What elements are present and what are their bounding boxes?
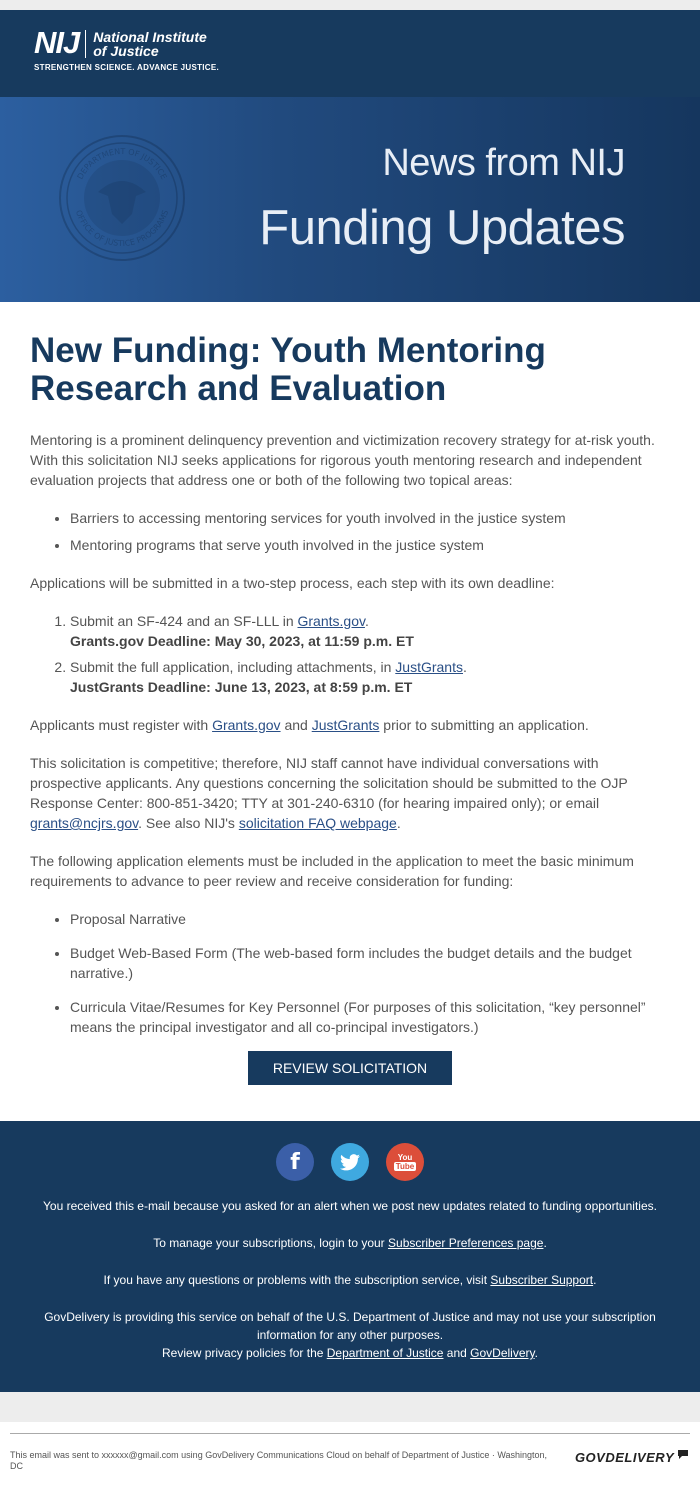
process-intro: Applications will be submitted in a two-step process, each step with its own deadline: xyxy=(30,575,555,591)
register-pre: Applicants must register with xyxy=(30,717,213,733)
article-intro: Mentoring is a prominent delinquency prevention and victimization recovery strategy for at-risk youth. With this solicitation NIJ seeks applications for rigorous youth mentoring research and independent evaluation projects that address one or both of the following two topical areas: xyxy=(30,432,655,488)
register-grants-gov-link[interactable]: Grants.gov xyxy=(212,717,281,733)
top-spacer xyxy=(0,0,700,10)
divider xyxy=(10,1433,690,1434)
list-item: • Proposal Narrative xyxy=(70,909,670,929)
period: . xyxy=(396,815,401,831)
twitter-bird-icon xyxy=(340,1154,360,1171)
step2-text: Submit the full application, including attachments, in xyxy=(70,659,396,675)
youtube-icon[interactable] xyxy=(386,1143,424,1181)
seal-bottom-text: OFFICE OF JUSTICE PROGRAMS xyxy=(73,208,171,249)
nij-logo[interactable] xyxy=(34,27,700,59)
grants-gov-deadline: Grants.gov Deadline: May 30, 2023, at 11:59 p.m. ET xyxy=(70,633,414,649)
see-also-text: . See also NIJ's xyxy=(138,815,239,831)
govdelivery-logo[interactable] xyxy=(575,1450,688,1465)
speech-bubble-icon xyxy=(678,1450,688,1459)
step-1: 1. Submit an SF-424 and an SF-LLL in Grants.gov. Grants.gov Deadline: May 30, 2023, at 11:59 p.m. ET xyxy=(70,611,670,651)
manage-post: . xyxy=(543,1236,547,1250)
competitive-text: This solicitation is competitive; therefore, NIJ staff cannot have individual conversations with prospective applicants. Any questions concerning the solicitation should be submitted to the OJP Response Center: 800-851-3420; TTY at 301-240-6310 (for hearing impaired only); or email xyxy=(30,755,628,811)
list-item: • Budget Web-Based Form (The web-based form includes the budget details and the budget narrative.) xyxy=(70,943,670,983)
list-item: • Barriers to accessing mentoring services for youth involved in the justice system xyxy=(70,508,670,528)
support-post: . xyxy=(593,1273,597,1287)
support-pre: If you have any questions or problems with the subscription service, visit xyxy=(103,1273,491,1287)
privacy-pre: Review privacy policies for the xyxy=(162,1346,327,1360)
elements-list xyxy=(70,909,670,1037)
hero-title: Funding Updates xyxy=(259,201,625,255)
doj-seal-icon xyxy=(58,134,186,262)
article-title: New Funding: Youth Mentoring Research and Evaluation xyxy=(30,331,546,408)
tagline: STRENGTHEN SCIENCE. ADVANCE JUSTICE. xyxy=(34,63,220,72)
hero-subtitle: News from NIJ xyxy=(382,142,625,184)
steps-list xyxy=(70,611,670,697)
govdelivery-logo-text: GOVDELIVERY xyxy=(574,1450,674,1465)
faq-link[interactable]: solicitation FAQ webpage xyxy=(238,815,397,831)
logo-name-line2: of Justice xyxy=(93,43,159,59)
nij-header xyxy=(0,10,700,97)
step1-text: Submit an SF-424 and an SF-LLL in xyxy=(70,613,298,629)
topic-list xyxy=(70,508,670,555)
doj-privacy-link[interactable]: Department of Justice xyxy=(326,1346,444,1360)
register-and: and xyxy=(280,717,312,733)
legal-text: This email was sent to xxxxxx@gmail.com using GovDelivery Communications Cloud on behalf of Department of Justice · Washington, DC xyxy=(10,1450,548,1471)
youtube-line1: You xyxy=(397,1152,413,1162)
govdelivery-text: GovDelivery is providing this service on behalf of the U.S. Department of Justice and may not use your subscription information for any other purposes. xyxy=(44,1310,656,1342)
logo-mark: NIJ xyxy=(34,25,80,60)
manage-pre: To manage your subscriptions, login to your xyxy=(153,1236,389,1250)
elements-intro: The following application elements must be included in the application to meet the basic minimum requirements to advance to peer review and receive consideration for funding: xyxy=(30,853,634,889)
alert-text: You received this e-mail because you asked for an alert when we post new updates related to funding opportunities. xyxy=(43,1199,657,1213)
subscriber-support-link[interactable]: Subscriber Support xyxy=(490,1273,594,1287)
seal-top-text: DEPARTMENT OF JUSTICE xyxy=(75,146,169,181)
support-paragraph xyxy=(20,1271,680,1289)
privacy-post: . xyxy=(534,1346,538,1360)
email-legal-footer xyxy=(0,1422,700,1503)
hero-banner xyxy=(0,97,700,302)
logo-name-line1: National Institute xyxy=(93,29,207,45)
social-links xyxy=(20,1143,680,1181)
youtube-line2: Tube xyxy=(395,1161,415,1171)
register-post: prior to submitting an application. xyxy=(379,717,589,733)
justgrants-link[interactable]: JustGrants xyxy=(395,659,463,675)
justgrants-deadline: JustGrants Deadline: June 13, 2023, at 8:59 p.m. ET xyxy=(70,679,413,695)
manage-paragraph xyxy=(20,1234,680,1252)
facebook-glyph: f xyxy=(290,1149,300,1175)
list-item: • Mentoring programs that serve youth involved in the justice system xyxy=(70,535,670,555)
review-solicitation-button[interactable]: REVIEW SOLICITATION xyxy=(248,1051,452,1085)
subscriber-preferences-link[interactable]: Subscriber Preferences page xyxy=(388,1236,544,1250)
footer-gap xyxy=(0,1392,700,1422)
email-link[interactable]: grants@ncjrs.gov xyxy=(30,815,139,831)
logo-divider xyxy=(85,30,86,58)
footer xyxy=(0,1121,700,1392)
govdelivery-paragraph xyxy=(20,1308,680,1362)
govdelivery-privacy-link[interactable]: GovDelivery xyxy=(470,1346,535,1360)
facebook-icon[interactable] xyxy=(276,1143,314,1181)
article-body xyxy=(0,302,700,1121)
list-item: • Curricula Vitae/Resumes for Key Personnel (For purposes of this solicitation, “key personnel” means the principal investigator and all co-principal investigators.) xyxy=(70,997,670,1037)
step-2: 2. Submit the full application, including attachments, in JustGrants. JustGrants Deadline: June 13, 2023, at 8:59 p.m. ET xyxy=(70,657,670,697)
competitive-paragraph xyxy=(30,753,670,833)
button-wrapper xyxy=(30,1051,670,1085)
register-paragraph xyxy=(30,715,670,735)
privacy-and: and xyxy=(443,1346,471,1360)
logo-name xyxy=(93,30,207,58)
register-justgrants-link[interactable]: JustGrants xyxy=(311,717,380,733)
grants-gov-link[interactable]: Grants.gov xyxy=(297,613,365,629)
twitter-icon[interactable] xyxy=(331,1143,369,1181)
